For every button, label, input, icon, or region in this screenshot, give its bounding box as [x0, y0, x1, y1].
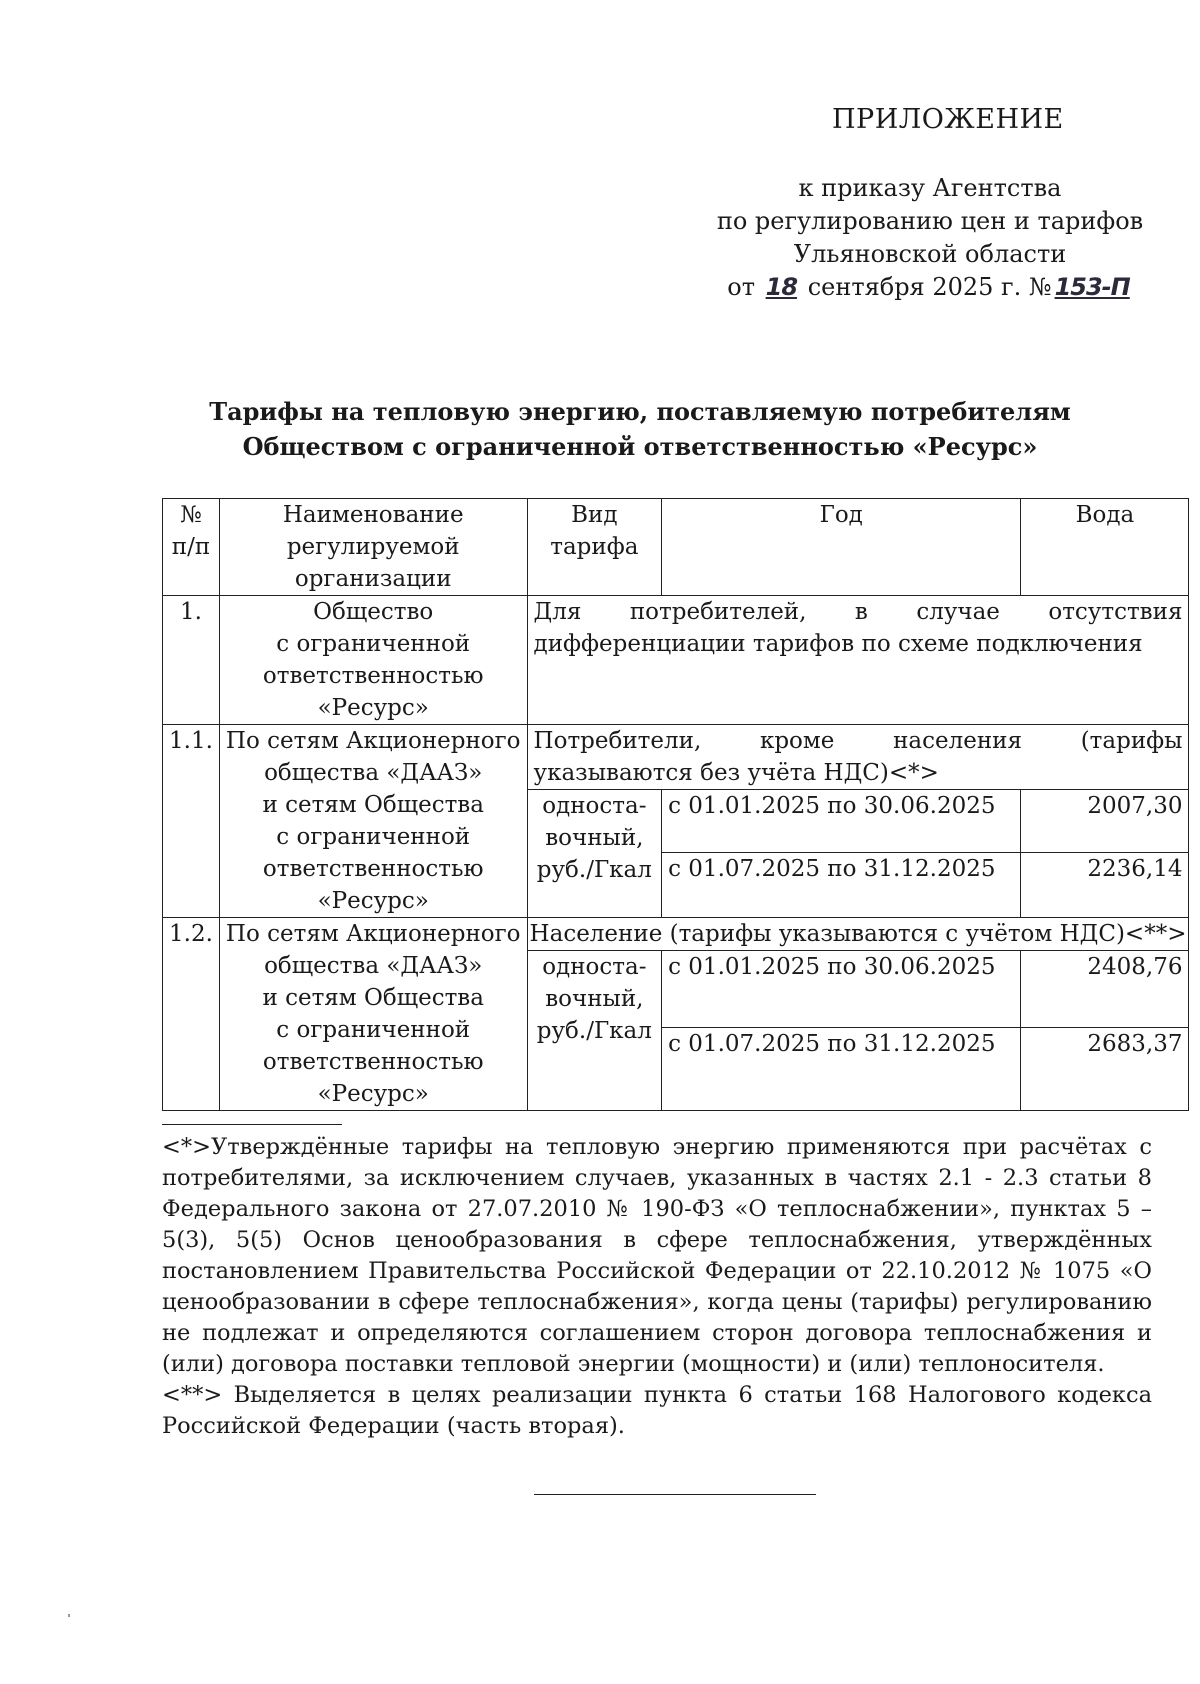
end-of-document-line: [534, 1494, 816, 1495]
document-title-line-2: Обществом с ограниченной ответственностью «Ресурс»: [242, 432, 1038, 461]
tariff-type-line: односта-: [542, 954, 647, 980]
header-org: [219, 499, 527, 596]
date-prefix: от: [727, 273, 755, 301]
row-number: 1.: [163, 596, 220, 725]
scan-speck: [68, 1614, 70, 1617]
water-value-cell: 2408,76: [1021, 951, 1189, 1028]
org-line: и сетям Общества: [262, 792, 484, 818]
water-value-cell: 2007,30: [1021, 790, 1189, 853]
org-line: По сетям Акционерного: [225, 728, 521, 754]
header-water: Вода: [1021, 499, 1189, 596]
header-num-line: п/п: [171, 534, 211, 560]
org-line: «Ресурс»: [317, 1081, 429, 1107]
footnote-separator: [162, 1124, 342, 1125]
handwritten-day: 18: [765, 273, 798, 301]
header-type-line: Вид: [571, 502, 618, 528]
header-org-line: организации: [294, 566, 452, 592]
row-organization: [219, 596, 527, 725]
tariff-type: [527, 790, 662, 918]
org-line: общества «ДААЗ»: [264, 953, 483, 979]
row-number: 1.1.: [163, 725, 220, 918]
table-header-row: [163, 499, 1189, 596]
header-type-line: тарифа: [550, 534, 639, 560]
org-line: с ограниченной: [276, 1017, 471, 1043]
period-cell: с 01.01.2025 по 30.06.2025: [662, 790, 1021, 853]
date-rest: сентября 2025 г. №: [807, 273, 1052, 301]
footnote-2: <**> Выделяется в целях реализации пункта 6 статьи 168 Налогового кодекса Российской Федерации (часть вторая).: [162, 1382, 1152, 1439]
header-org-line: Наименование: [282, 502, 464, 528]
tariff-type-line: руб./Гкал: [536, 857, 652, 883]
org-line: «Ресурс»: [317, 695, 429, 721]
period-cell: с 01.07.2025 по 31.12.2025: [662, 1028, 1021, 1111]
header-num: [163, 499, 220, 596]
period-cell: с 01.07.2025 по 31.12.2025: [662, 853, 1021, 918]
tariff-type-line: руб./Гкал: [536, 1018, 652, 1044]
org-line: По сетям Акционерного: [225, 921, 521, 947]
header-tariff-type: [527, 499, 662, 596]
order-date-line: [700, 271, 1160, 304]
document-title-line-1: Тарифы на тепловую энергию, поставляемую потребителям: [209, 397, 1071, 426]
org-line: ответственностью: [262, 663, 484, 689]
org-line: Общество: [313, 599, 434, 625]
header-year: Год: [662, 499, 1021, 596]
appendix-title: ПРИЛОЖЕНИЕ: [832, 104, 1064, 135]
row-number: 1.2.: [163, 918, 220, 1111]
row-note: Для потребителей, в случае отсутствия дифференциации тарифов по схеме подключения: [527, 596, 1189, 725]
tariff-type-line: вочный,: [545, 986, 644, 1012]
row-organization: [219, 725, 527, 918]
row-note: Потребители, кроме населения (тарифы указываются без учёта НДС)<*>: [527, 725, 1189, 790]
order-reference: [700, 172, 1160, 304]
row-organization: [219, 918, 527, 1111]
document-title: [200, 394, 1080, 464]
header-num-line: №: [180, 502, 202, 528]
order-line-3: Ульяновской области: [793, 240, 1067, 268]
tariff-type-line: односта-: [542, 793, 647, 819]
footnotes: [162, 1132, 1152, 1442]
org-line: ответственностью: [262, 1049, 484, 1075]
table-row: [163, 918, 1189, 951]
water-value-cell: 2683,37: [1021, 1028, 1189, 1111]
header-org-line: регулируемой: [286, 534, 460, 560]
org-line: с ограниченной: [276, 631, 471, 657]
order-line-1: к приказу Агентства: [798, 174, 1062, 202]
period-cell: с 01.01.2025 по 30.06.2025: [662, 951, 1021, 1028]
org-line: с ограниченной: [276, 824, 471, 850]
org-line: и сетям Общества: [262, 985, 484, 1011]
org-line: общества «ДААЗ»: [264, 760, 483, 786]
handwritten-order-number: 153-П: [1054, 273, 1130, 301]
order-line-2: по регулированию цен и тарифов: [716, 207, 1144, 235]
tariff-table: [162, 498, 1189, 1111]
table-row: [163, 596, 1189, 725]
org-line: «Ресурс»: [317, 888, 429, 914]
footnote-1: <*>Утверждённые тарифы на тепловую энергию применяются при расчётах с потребителями, за исключением случаев, указанных в частях 2.1 - 2.3 статьи 8 Федерального закона от 27.07.2010 № 190-ФЗ «О теплоснабжении», пунктах 5 – 5(3), 5(5) Основ ценообразования в сфере теплоснабжения, утверждённых постановлением Правительства Российской Федерации от 22.10.2012 № 1075 «О ценообразовании в сфере теплоснабжения», когда цены (тарифы) регулированию не подлежат и определяются соглашением сторон договора теплоснабжения и (или) договора поставки тепловой энергии (мощности) и (или) теплоносителя.: [162, 1134, 1152, 1377]
water-value-cell: 2236,14: [1021, 853, 1189, 918]
table-row: [163, 725, 1189, 790]
row-note: Население (тарифы указываются с учётом НДС)<**>: [527, 918, 1189, 951]
tariff-type: [527, 951, 662, 1111]
tariff-type-line: вочный,: [545, 825, 644, 851]
org-line: ответственностью: [262, 856, 484, 882]
